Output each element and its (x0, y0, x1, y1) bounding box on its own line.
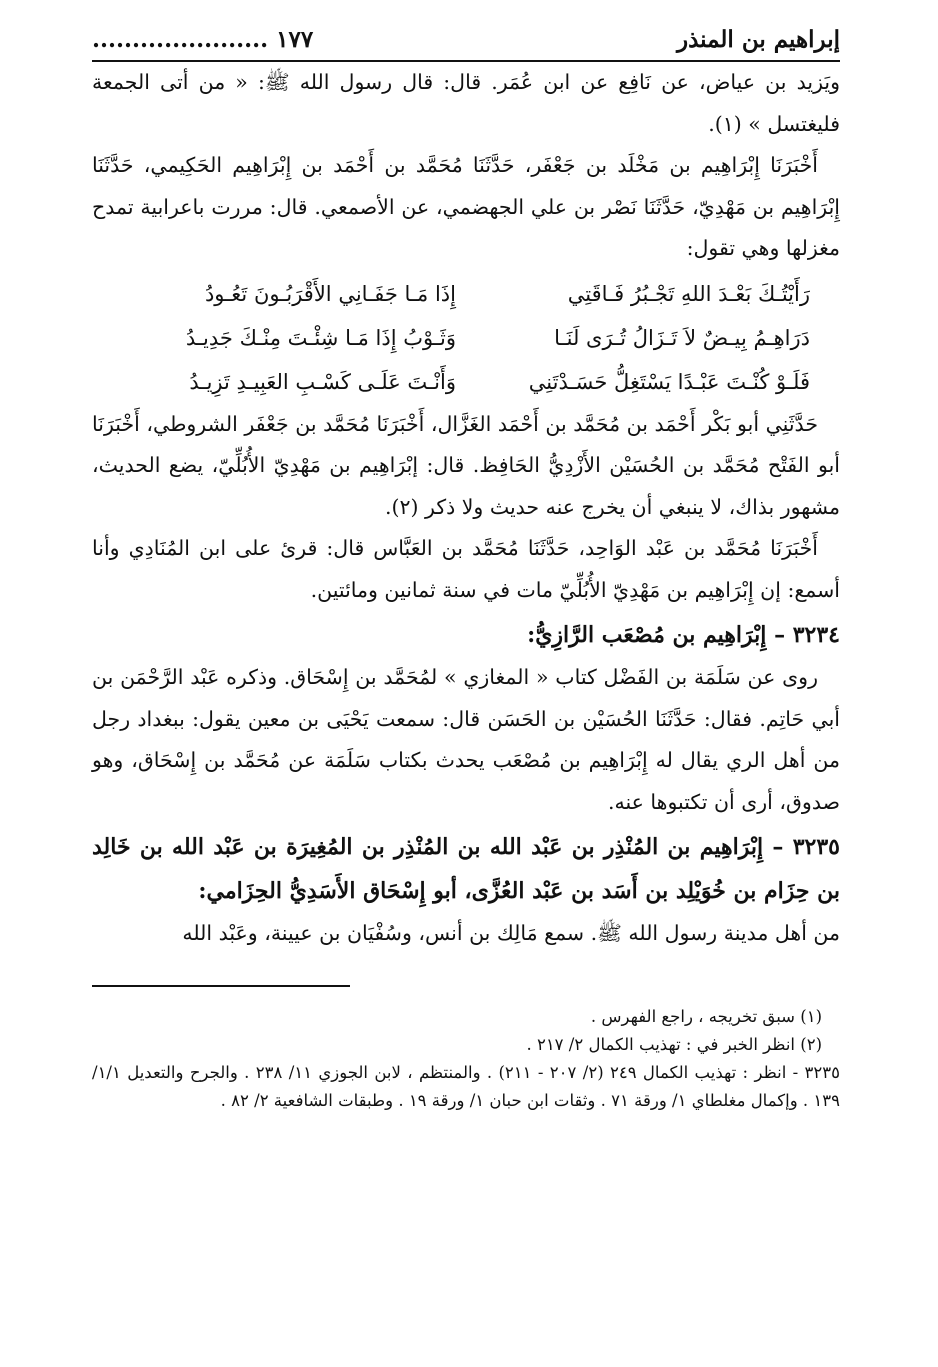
entry-heading-3234: ٣٢٣٤ – إِبْرَاهِيم بن مُصْعَب الرَّازِيُّ: (527, 622, 840, 648)
footnote-3235: ٣٢٣٥ - انظر : تهذيب الكمال ٢٤٩ (٢/ ٢٠٧ - ٢١١) . والمنتظم ، لابن الجوزي ١١/ ٢٣٨ . والجرح والتعديل ١/١/ ١٣٩ . وإكمال مغلطاي ١/ ورقة ٧١ . وثقات ابن حبان ١/ ورقة ١٩ . وطبقات الشافعية ٢/ ٨٢ . (92, 1062, 840, 1110)
poem (92, 272, 840, 404)
paragraph-2: أَخْبَرَنَا إِبْرَاهِيم بن مَخْلَد بن جَعْفَر، حَدَّثَنَا مُحَمَّد بن أَحْمَد بن إِبْرَاهِيم الحَكِيمي، حَدَّثَنَا إِبْرَاهِيم بن مَهْدِيّ، حَدَّثَنَا نَصْر بن علي الجهضمي، عن الأصمعي. قال: مررت باعرابية تمدح مغزلها وهي تقول: (92, 153, 840, 260)
poem-line (92, 360, 840, 404)
footnote-1: (١) سبق تخريجه ، راجع الفهرس . (590, 1006, 822, 1026)
paragraph-1: ويَزيد بن عياض، عن نَافِع عن ابن عُمَر. قال: قال رسول الله ﷺ: « من أتى الجمعة فليغتسل » (١). (92, 70, 840, 136)
footnote-separator (92, 985, 350, 987)
entry-heading-3235: ٣٢٣٥ – إِبْرَاهِيم بن المُنْذِر بن عَبْد الله بن المُنْذِر بن المُغِيرَة بن عَبْد الله بن خَالِد بن حِزَام بن خُوَيْلِد بن أَسَد بن عَبْد العُزَّى، أبو إِسْحَاق الأَسَدِيُّ الحِزَامي: (92, 834, 840, 904)
verse-second-hemistich: وَأَنْـتَ عَلَـى كَسْـبِ العَبِيـدِ تَزِيـدُ (189, 369, 456, 394)
paragraph-3: حَدَّثَنِي أبو بَكْر أَحْمَد بن مُحَمَّد بن أَحْمَد الغَزَّال، أَخْبَرَنَا مُحَمَّد بن جَعْفَر الشروطي، أَخْبَرَنَا أبو الفَتْح مُحَمَّد بن الحُسَيْن الأَزْدِيُّ الحَافِظ. قال: إبْرَاهِيم بن مَهْدِيّ الأُبُلِّيّ، يضع الحديث، مشهور بذاك، لا ينبغي أن يخرج عنه حديث ولا ذكر (٢). (92, 411, 840, 519)
verse-first-hemistich: دَرَاهِـمُ بِيـضٌ لاَ تَـزَالُ تُـرَى لَنَـا (554, 325, 810, 350)
running-head-title: إبراهيم بن المنذر (677, 26, 840, 53)
paragraph-5: روى عن سَلَمَة بن الفَضْل كتاب « المغازي » لمُحَمَّد بن إِسْحَاق. وذكره عَبْد الرَّحْمَن بن أبي حَاتِم. فقال: حَدَّثَنَا الحُسَيْن بن الحَسَن قال: سمعت يَحْيَى بن معين يقول: ببغداد رجل من أهل الري يقال له إِبْرَاهِيم بن مُصْعَب يحدث بكتاب سَلَمَة عن مُحَمَّد بن إِسْحَاق، وهو صدوق، أرى أن تكتبوها عنه. (92, 665, 840, 814)
paragraph-4: أَخْبَرَنَا مُحَمَّد بن عَبْد الوَاحِد، حَدَّثَنَا مُحَمَّد بن العَبَّاس قال: قرئ على ابن المُنَادِي وأنا أسمع: إن إِبْرَاهِيم بن مَهْدِيّ الأُبُلِّيّ مات في سنة ثمانين ومائتين. (92, 536, 840, 602)
footnotes (92, 1003, 840, 1115)
poem-line (92, 316, 840, 360)
running-head (92, 22, 840, 62)
verse-second-hemistich: إِذَا مَـا جَفَـانِي الأَقْرَبُـونَ تَعُـودُ (204, 281, 456, 306)
paragraph-6: من أهل مدينة رسول الله ﷺ. سمع مَالِك بن أنس، وسُفْيَان بن عيينة، وعَبْد الله (182, 921, 840, 945)
poem-line (92, 272, 840, 316)
verse-first-hemistich: فَلَـوْ كُنْـتَ عَبْـدًا يَسْتَغِلُّ حَسَـدْتَنِي (528, 369, 810, 394)
verse-second-hemistich: وَثَـوْبُ إِذَا مَـا شِئْـتَ مِنْـكَ جَدِيـدُ (185, 325, 456, 350)
footnote-2: (٢) انظر الخبر في : تهذيب الكمال ٢/ ٢١٧ . (526, 1034, 822, 1054)
page-number: ١٧٧ ...................... (92, 26, 314, 53)
verse-first-hemistich: رَأَيْتُـكَ بَعْـدَ اللهِ تَجْـبُرُ فَـاقَتِي (567, 281, 810, 306)
